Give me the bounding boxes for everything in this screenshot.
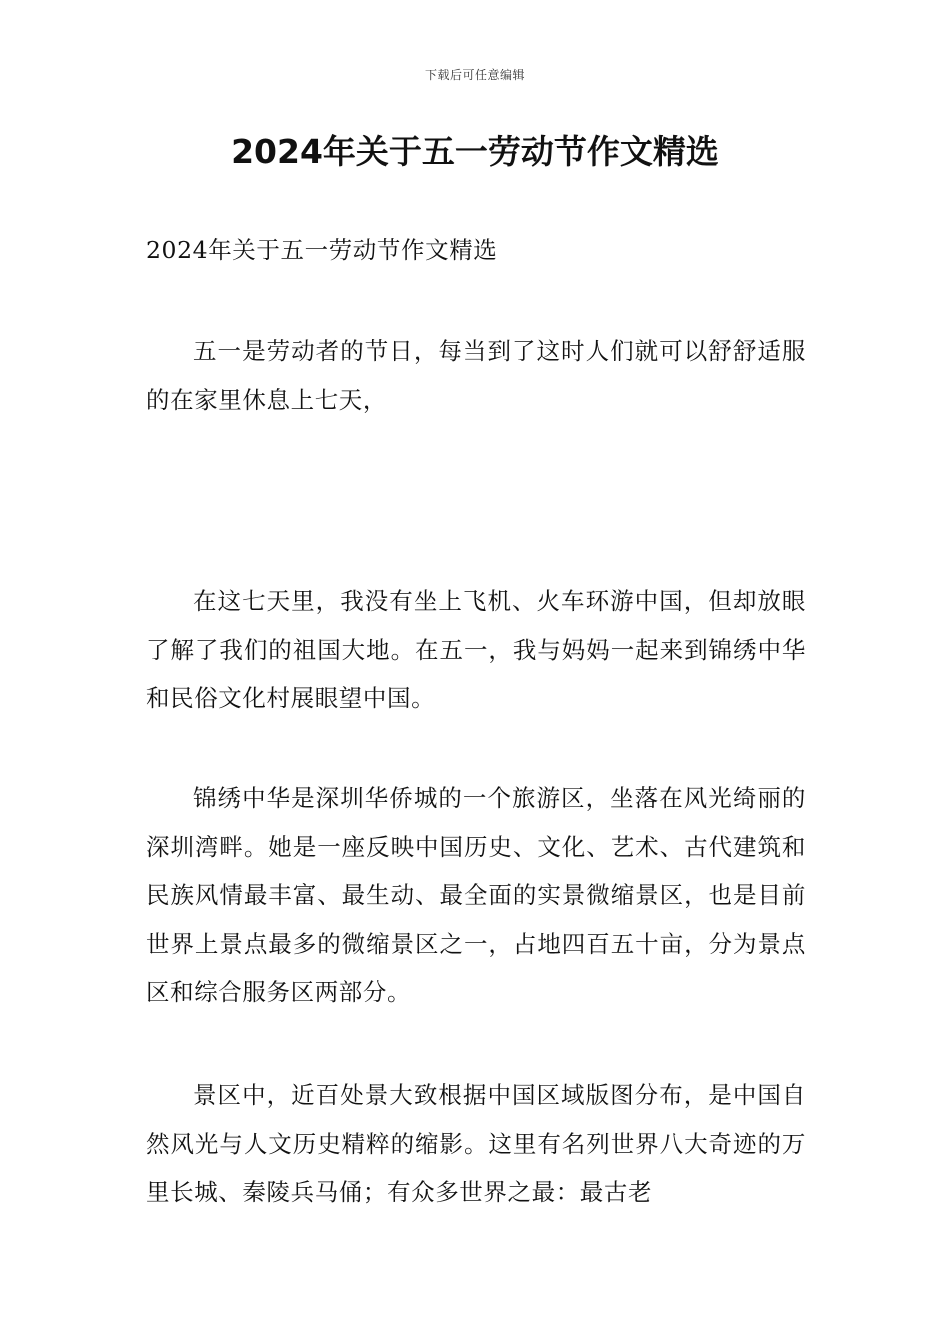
header-note: 下载后可任意编辑 <box>424 68 525 82</box>
paragraph-2: 在这七天里，我没有坐上飞机、火车环游中国，但却放眼了解了我们的祖国大地。在五一，我与妈妈一起来到锦绣中华和民俗文化村展眼望中国。 <box>146 587 806 712</box>
paragraph-4: 景区中，近百处景大致根据中国区域版图分布，是中国自然风光与人文历史精粹的缩影。这里有名列世界八大奇迹的万里长城、秦陵兵马俑；有众多世界之最：最古老 <box>146 1081 806 1206</box>
paragraph-3: 锦绣中华是深圳华侨城的一个旅游区，坐落在风光绮丽的深圳湾畔。她是一座反映中国历史、文化、艺术、古代建筑和民族风情最丰富、最生动、最全面的实景微缩景区，也是目前世界上景点最多的微缩景区之一，占地四百五十亩，分为景点区和综合服务区两部分。 <box>146 784 806 1006</box>
paragraph-1: 五一是劳动者的节日，每当到了这时人们就可以舒舒适服的在家里休息上七天， <box>146 337 806 414</box>
document-title: 2024年关于五一劳动节作文精选 <box>231 132 719 171</box>
document-subtitle: 2024年关于五一劳动节作文精选 <box>146 236 498 264</box>
